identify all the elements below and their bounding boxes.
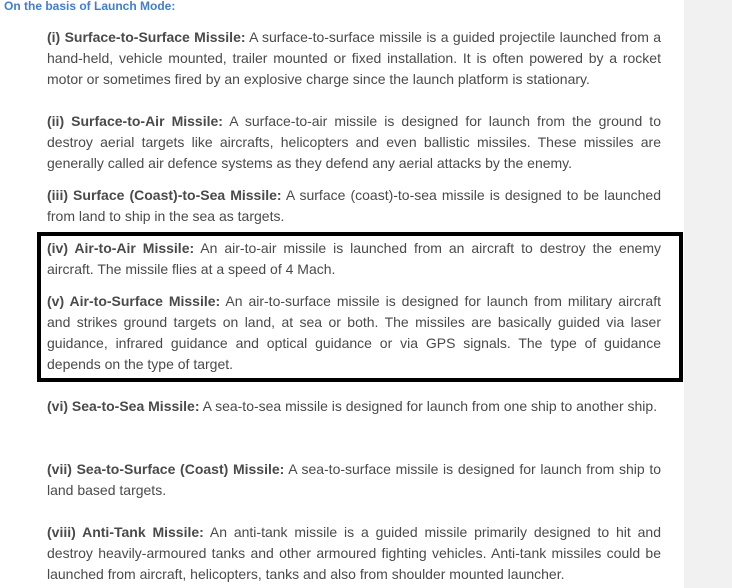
missile-item-text: A sea-to-sea missile is designed for launch from one ship to another ship. — [199, 398, 658, 414]
missile-item-text: An air-to-surface missile is designed for launch from military aircraft and strikes ground targets on land, at sea or both. The missiles are basically guided via laser guidance, infrared guidance and optical guidance or via GPS signals. The type of guidance depends on the type of target. — [47, 293, 661, 372]
missile-item-air-to-surface — [47, 291, 661, 375]
missile-item-surface-to-air — [47, 111, 661, 174]
page-side-gutter — [684, 0, 732, 588]
missile-item-text: A surface (coast)-to-sea missile is designed to be launched from land to ship in the sea as targets. — [47, 187, 661, 224]
missile-item-text: A surface-to-air missile is designed for launch from the ground to destroy aerial targets like aircrafts, helicopters and even ballistic missiles. These missiles are generally called air defence systems as they defend any aerial attacks by the enemy. — [47, 113, 661, 171]
missile-item-label: (i) Surface-to-Surface Missile: — [47, 29, 246, 45]
missile-item-label: (ii) Surface-to-Air Missile: — [47, 113, 223, 129]
missile-item-label: (viii) Anti-Tank Missile: — [47, 524, 204, 540]
missile-item-anti-tank — [47, 522, 661, 585]
missile-item-label: (vii) Sea-to-Surface (Coast) Missile: — [47, 461, 285, 477]
missile-item-text: A surface-to-surface missile is a guided projectile launched from a hand-held, vehicle mounted, trailer mounted or fixed installation. It is often powered by a rocket motor or sometimes fired by an explosive charge since the launch platform is stationary. — [47, 29, 661, 87]
missile-item-text: An anti-tank missile is a guided missile primarily designed to hit and destroy heavily-armoured tanks and other armoured fighting vehicles. Anti-tank missiles could be launched from aircraft, helicopters, tanks and also from shoulder mounted launcher. — [47, 524, 661, 582]
missile-item-surface-to-surface — [47, 27, 661, 90]
missile-item-surface-coast-to-sea — [47, 185, 661, 227]
missile-item-sea-to-surface — [47, 459, 661, 501]
missile-item-sea-to-sea — [47, 396, 661, 417]
missile-item-text: An air-to-air missile is launched from an aircraft to destroy the enemy aircraft. The missile flies at a speed of 4 Mach. — [47, 240, 661, 277]
missile-item-air-to-air — [47, 238, 661, 280]
missile-item-text: A sea-to-surface missile is designed for launch from ship to land based targets. — [47, 461, 661, 498]
missile-item-label: (vi) Sea-to-Sea Missile: — [47, 398, 200, 414]
missile-item-label: (iv) Air-to-Air Missile: — [47, 240, 195, 256]
section-heading: On the basis of Launch Mode: — [4, 0, 176, 13]
missile-item-label: (v) Air-to-Surface Missile: — [47, 293, 221, 309]
missile-item-label: (iii) Surface (Coast)-to-Sea Missile: — [47, 187, 282, 203]
